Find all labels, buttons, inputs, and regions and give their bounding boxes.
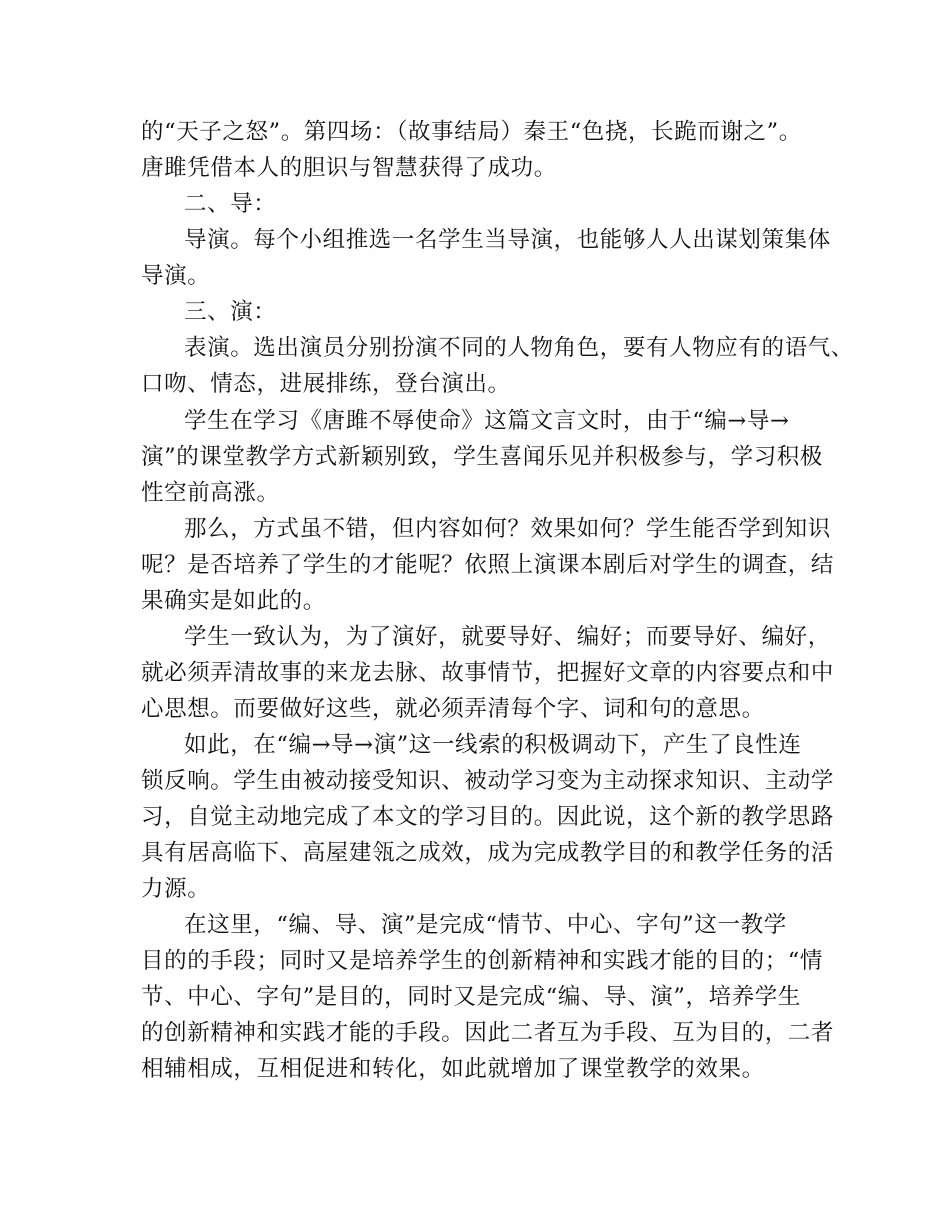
text-line: 力源。 <box>141 876 211 902</box>
text-line: 如此，在“编→导→演”这一线索的积极调动下，产生了良性连 <box>184 732 802 758</box>
text-line: 唐雎凭借本人的胆识与智慧获得了成功。 <box>141 155 557 181</box>
text-line: 性空前高涨。 <box>141 480 280 506</box>
text-line: 导演。每个小组推选一名学生当导演，也能够人人出谋划策集体 <box>184 227 831 253</box>
text-line: 导演。 <box>141 263 211 289</box>
text-line: 锁反响。学生由被动接受知识、被动学习变为主动探求知识、主动学 <box>141 768 835 794</box>
text-line: 的创新精神和实践才能的手段。因此二者互为手段、互为目的，二者 <box>141 1020 835 1046</box>
text-line: 学生一致认为，为了演好，就要导好、编好；而要导好、编好， <box>184 624 831 650</box>
text-line: 口吻、情态，进展排练，登台演出。 <box>141 371 511 397</box>
text-line: 演”的课堂教学方式新颖别致，学生喜闻乐见并积极参与，学习积极 <box>141 444 824 470</box>
text-line: 学生在学习《唐雎不辱使命》这篇文言文时，由于“编→导→ <box>184 408 790 434</box>
text-line: 习，自觉主动地完成了本文的学习目的。因此说，这个新的教学思路 <box>141 804 835 830</box>
text-line: 相辅相成，互相促进和转化，如此就增加了课堂教学的效果。 <box>141 1056 765 1082</box>
text-line: 果确实是如此的。 <box>141 588 326 614</box>
section-heading: 二、导： <box>184 191 277 217</box>
text-line: 呢？是否培养了学生的才能呢？依照上演课本剧后对学生的调查，结 <box>141 552 835 578</box>
text-line: 心思想。而要做好这些，就必须弄清每个字、词和句的意思。 <box>141 696 765 722</box>
text-line: 在这里，“编、导、演”是完成“情节、中心、字句”这一教学 <box>184 912 787 938</box>
text-line: 目的的手段；同时又是培养学生的创新精神和实践才能的目的；“情 <box>141 948 824 974</box>
text-line: 的“天子之怒”。第四场：（故事结局）秦王“色挠，长跪而谢之”。 <box>141 119 802 145</box>
text-line: 那么，方式虽不错，但内容如何？效果如何？学生能否学到知识 <box>184 516 831 542</box>
text-line: 就必须弄清故事的来龙去脉、故事情节，把握好文章的内容要点和中 <box>141 660 835 686</box>
text-line: 表演。选出演员分别扮演不同的人物角色，要有人物应有的语气、 <box>184 335 854 361</box>
text-line: 节、中心、字句”是目的，同时又是完成“编、导、演”，培养学生 <box>141 984 802 1010</box>
text-line: 具有居高临下、高屋建瓴之成效，成为完成教学目的和教学任务的活 <box>141 840 835 866</box>
section-heading: 三、演： <box>184 299 277 325</box>
